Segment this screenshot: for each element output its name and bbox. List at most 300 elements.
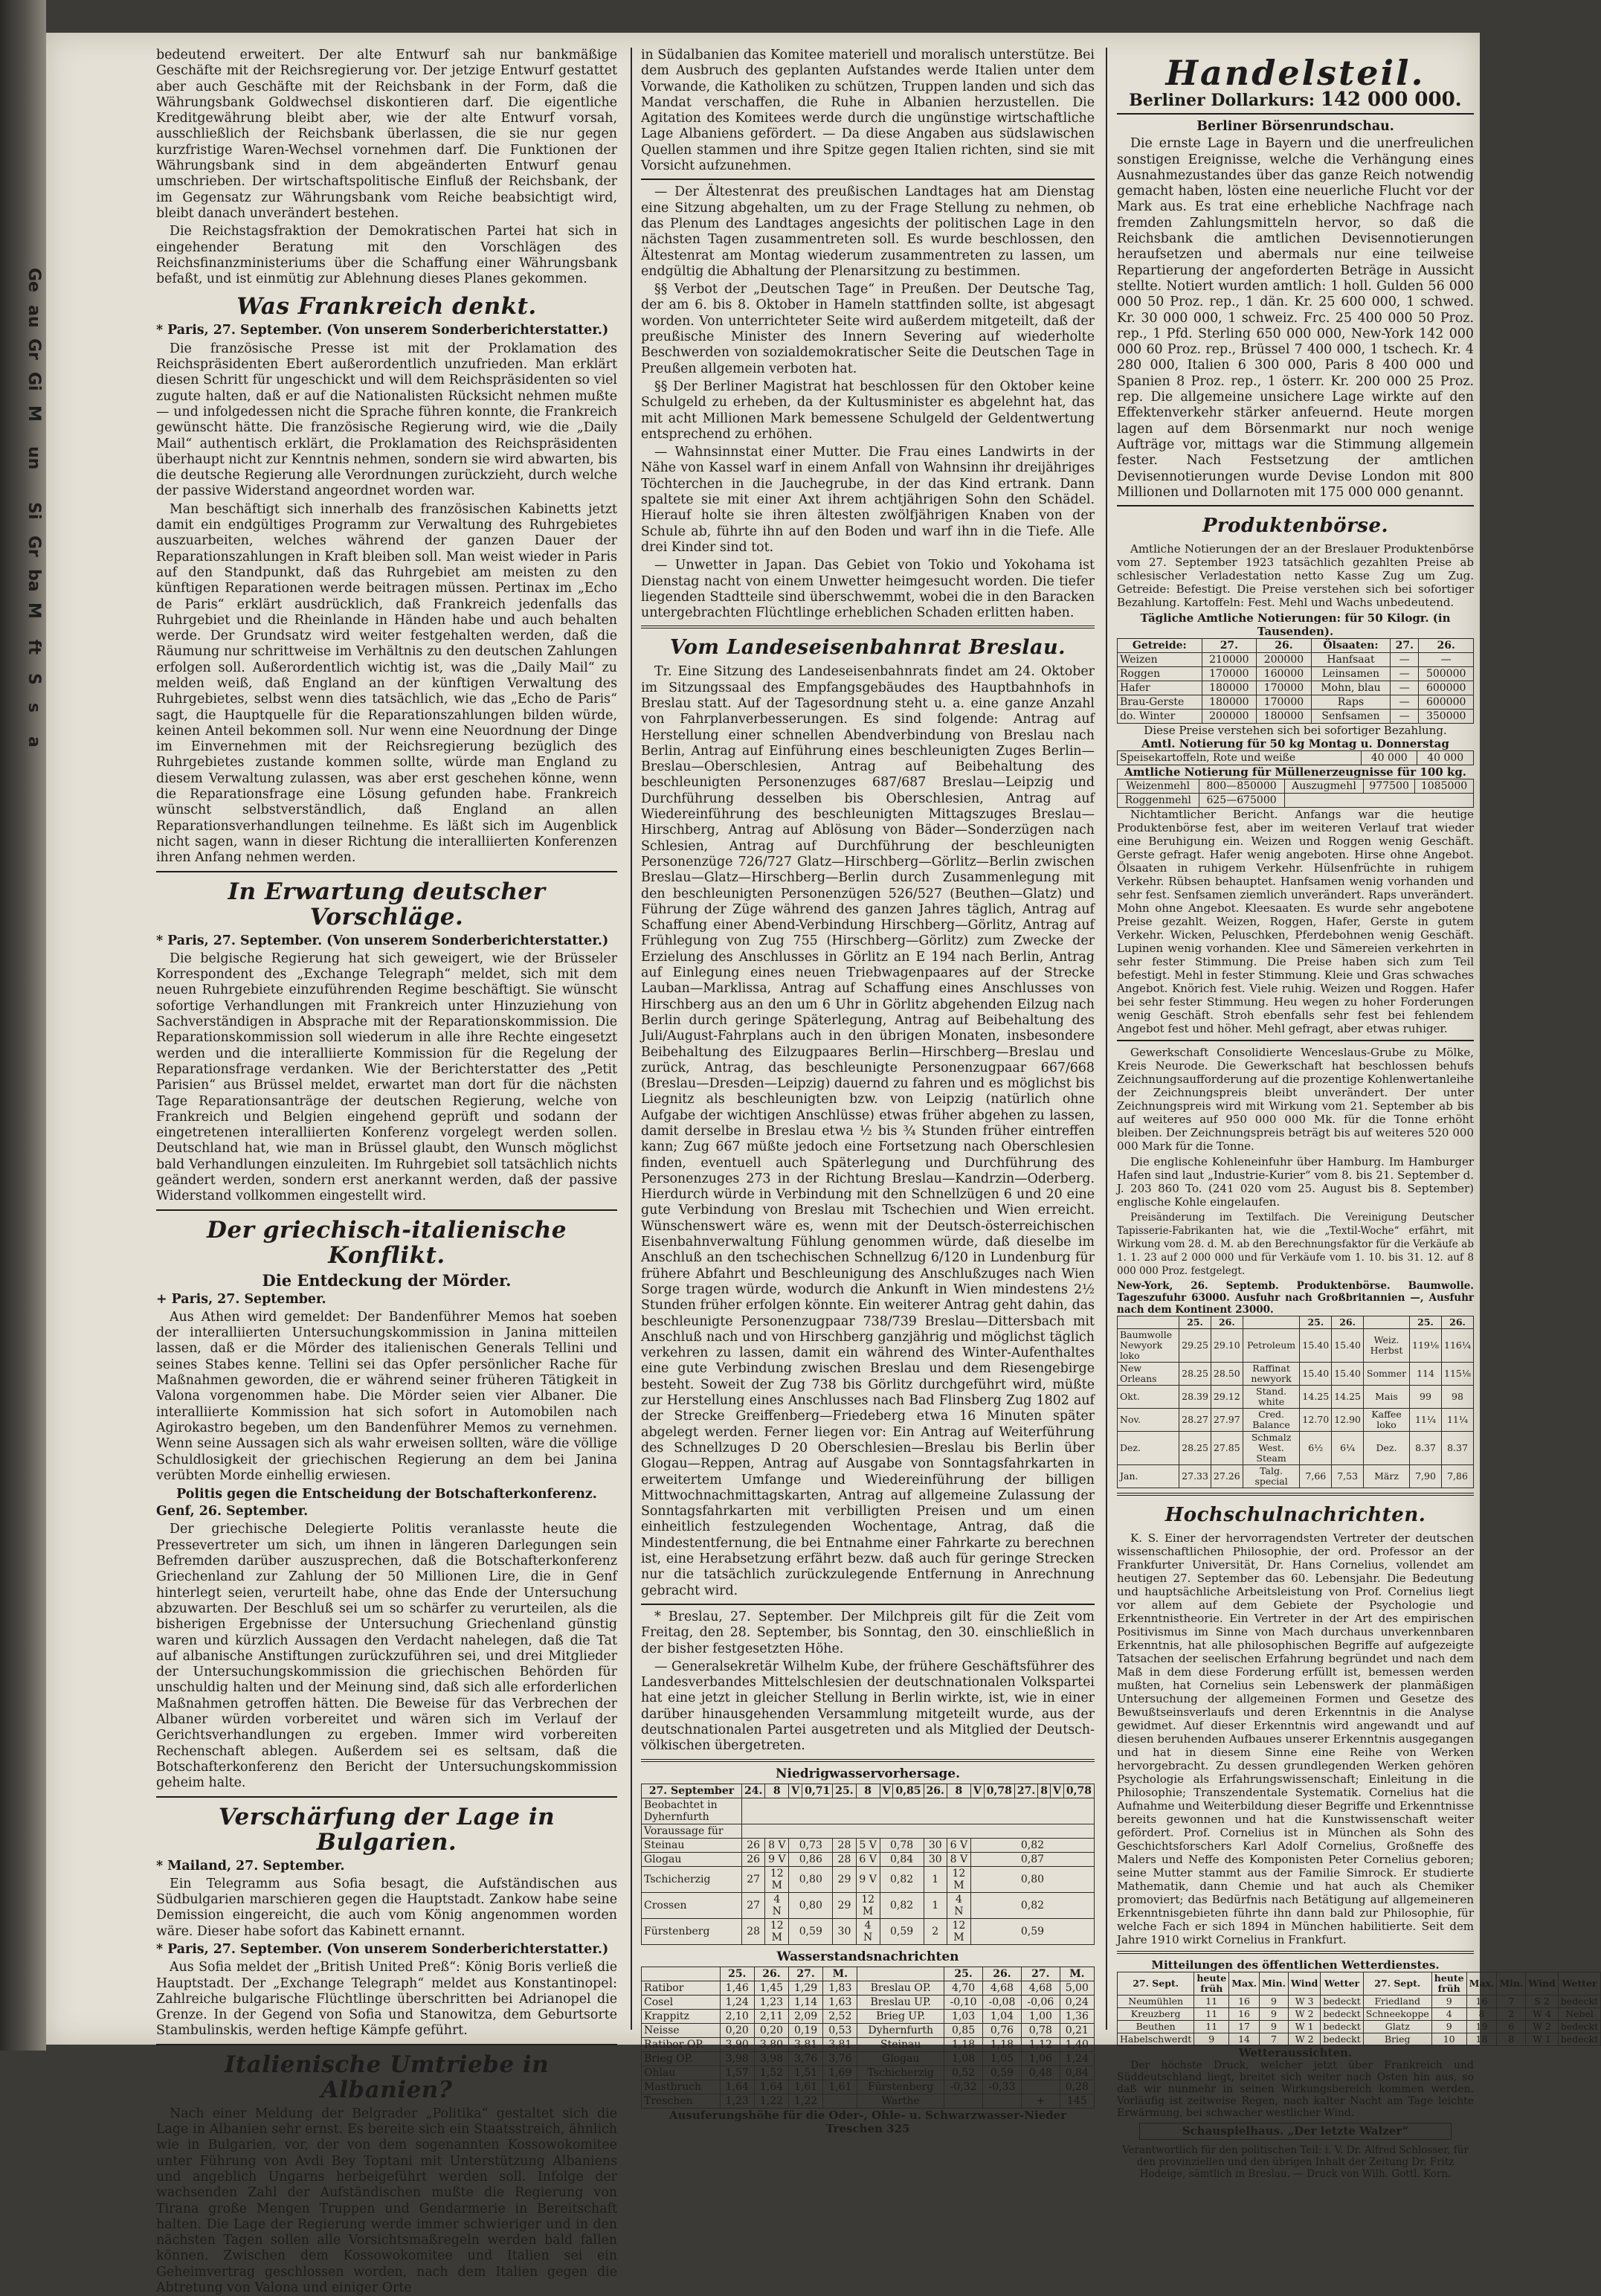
table-header-cell: Wetter (1558, 1972, 1600, 1996)
table-cell: 0,48 (1021, 2066, 1060, 2080)
table-cell: -0,08 (982, 1996, 1021, 2010)
table-cell: 180000 (1202, 695, 1257, 710)
table-cell: Ratibor OP. (642, 2038, 721, 2052)
table-row (642, 1798, 1095, 1824)
table-cell: 15.40 (1300, 1363, 1332, 1386)
table-cell: 8.37 (1410, 1432, 1442, 1465)
table-cell: 24. (741, 1784, 764, 1798)
table-cell: 29.12 (1211, 1386, 1243, 1409)
table-cell: 2,52 (823, 2010, 857, 2024)
table-cell: W 2 (1288, 2033, 1320, 2046)
table-cell: 28.50 (1211, 1363, 1243, 1386)
article-paragraph: Aus Athen wird gemeldet: Der Bandenführer Memos hat soeben der interalliierten Untersuchungskommission in Janina mitteilen lassen, daß er die Mörder des italienischen Generals Tellini und seines Stabes kenne. Tellini sei das Opfer persönlicher Rache für Maßnahmen geworden, die er während seiner früheren Tätigkeit in Valona vorgenommen habe. Die Mörder seien vier Albaner. Die interalliierte Kommission hat sich sofort in Automobilen nach Agirokastro begeben, um den Bandenführer Memos zu vernehmen. Wenn seine Aussagen sich als wahr erweisen sollten, wäre die völlige Schuldlosigkeit der griechischen Regierung an dem bei Janina verübten Morde einhellig erwiesen. (156, 1309, 617, 1483)
table-cell: 26. (924, 1784, 947, 1798)
table-cell: 1,24 (1060, 2052, 1094, 2066)
dateline: * Paris, 27. September. (Von unserem Sonderberichterstatter.) (156, 323, 609, 338)
table-cell: Weizen (1118, 653, 1202, 667)
table-cell: Treschen (642, 2094, 721, 2109)
table-cell: 0,73 (789, 1838, 833, 1852)
news-note: — Wahnsinnstat einer Mutter. Die Frau eines Landwirts in der Nähe von Kassel warf in einem Anfall von Wahnsinn ihr dreijähriges Töchterchen in die Jauchegrube, in der das Kind ertrank. Dann spaltete sie mit einer Axt ihrem achtjährigen Sohn den Schädel. Hierauf holte sie ihren ältesten zwölfjährigen Knaben von der Schule ab, führte ihn auf den Boden und warf ihn in die Tiefe. Alle drei Kinder sind tot. (641, 445, 1095, 555)
table-cell: 4 N (765, 1892, 789, 1918)
table-header-cell: heute früh (1194, 1972, 1229, 1996)
table-cell: 28.39 (1179, 1386, 1211, 1409)
table-cell: 12 M (947, 1918, 970, 1944)
kartoffel-table (1117, 750, 1474, 765)
table-cell: 15.40 (1332, 1329, 1364, 1363)
subheadline: Politis gegen die Entscheidung der Botschafterkonferenz. (176, 1487, 597, 1502)
table-cell: 2 (1497, 2008, 1526, 2021)
table-cell: 0,20 (720, 2024, 754, 2038)
table-cell: W 3 (1288, 1996, 1320, 2008)
headline-frankreich: Was Frankreich denkt. (236, 293, 537, 321)
table-cell: — (1419, 653, 1474, 667)
table-cell: 0,78 (1021, 2024, 1060, 2038)
table-cell: 15.40 (1300, 1329, 1332, 1363)
table-cell: Neisse (642, 2024, 721, 2038)
table-row (642, 2024, 1095, 2038)
table-cell: 28 (833, 1852, 856, 1866)
table-header-cell: Max. (1466, 1972, 1497, 1996)
table-cell: 6 V (856, 1852, 880, 1866)
table-cell: 1,22 (754, 2094, 788, 2109)
table-cell: Hanfsaat (1311, 653, 1390, 667)
table-cell: 8 (856, 1784, 880, 1798)
table-cell: 12 M (765, 1918, 789, 1944)
table-row (1118, 794, 1474, 808)
table-row (1118, 779, 1474, 794)
table-cell: 9 (1259, 2008, 1288, 2021)
table-cell: V (970, 1784, 984, 1798)
binding-text-stub: Ge (25, 268, 43, 292)
table-cell: 28.27 (1179, 1409, 1211, 1432)
table-cell: Fürstenberg (642, 1918, 742, 1944)
table-cell: 17 (1229, 2021, 1260, 2033)
table-cell: 2,10 (720, 2010, 754, 2024)
table-cell: 1,14 (789, 1996, 823, 2010)
table-cell: 0,20 (754, 2024, 788, 2038)
table-cell: 180000 (1202, 681, 1257, 695)
table-cell: 29.10 (1211, 1329, 1243, 1363)
table-cell: 1,40 (1060, 2038, 1094, 2052)
table-cell: 0,53 (823, 2024, 857, 2038)
table-cell: 1,51 (789, 2066, 823, 2080)
table-header-row (642, 1967, 1095, 1981)
table-cell: 0,84 (1060, 2066, 1094, 2080)
table-cell: 12.70 (1300, 1409, 1332, 1432)
table-cell: 30 (924, 1838, 947, 1852)
table-cell: 5,00 (1060, 1981, 1094, 1996)
article-paragraph: Ein Telegramm aus Sofia besagt, die Aufständischen aus Südbulgarien marschieren gegen die Hauptstadt. Zankow habe seine Demission eingereicht, die auch vom König angenommen worden wäre. Dieser habe sofort das Kabinett ernannt. (156, 1876, 617, 1939)
table-cell: — (1391, 695, 1419, 710)
table-header-cell: 25. (1410, 1316, 1442, 1329)
table-header-row (1118, 1972, 1601, 1996)
table-cell: 1,04 (982, 2010, 1021, 2024)
section-divider (156, 1209, 617, 1211)
table-row (642, 2066, 1095, 2080)
table-cell: 170000 (1257, 695, 1312, 710)
table-cell: 9 V (856, 1866, 880, 1892)
dateline: Genf, 26. September. (156, 1504, 309, 1520)
table-cell: -0,06 (1021, 1996, 1060, 2010)
table-cell: 27.97 (1211, 1409, 1243, 1432)
table-cell: -0,10 (944, 1996, 983, 2010)
table-row (642, 1852, 1095, 1866)
table-cell: 1,45 (754, 1981, 788, 1996)
table-cell: 0,59 (982, 2066, 1021, 2080)
table-cell: 1,61 (789, 2080, 823, 2094)
column-middle (641, 48, 1095, 2136)
table-cell: Roggenmehl (1118, 794, 1199, 808)
article-paragraph: Die ernste Lage in Bayern und die unerfreulichen sonstigen Ereignisse, welche die Verhängung eines Ausnahmezustandes über das ganze Reich notwendig gemacht haben, lösten eine neuerliche Flucht vor der Mark aus. Es trat eine erhebliche Nachfrage nach fremden Zahlungsmitteln hervor, so daß die Reichsbank die amtlichen Devisennotierungen heraufsetzen und abermals nur eine teilweise Repartierung der angeforderten Beträge in Aussicht stellte. Notiert wurden amtlich: 1 holl. Gulden 56 000 000 50 Proz. rep., 1 dän. Kr. 25 600 000, 1 schwed. Kr. 30 000 000, 1 schweiz. Frc. 25 400 000 50 Proz. rep., 1 Pfd. Sterling 650 000 000, New-York 142 000 000 60 Proz. rep., Brüssel 7 400 000, 1 tschech. Kr. 4 280 000, Italien 6 300 000, Paris 8 400 000 und Spanien 8 Proz. rep., 1 österr. Kr. 200 000 25 Proz. rep. Die allgemeine unsichere Lage wirkte auf den Effektenverkehr stärker anfeuernd. Heute morgen lagen auf dem Börsenmarkt nur noch wenige Aufträge vor, mittags war die Stimmung allgemein fester. Nach Festsetzung der amtlichen Devisennotierungen wurde Devise London mit 800 Millionen und Dollarnoten mit 175 000 000 genannt. (1117, 136, 1474, 500)
table-row (1118, 1363, 1474, 1386)
table-cell: Cosel (642, 1996, 721, 2010)
table-cell: bedeckt (1321, 2033, 1363, 2046)
news-note: Die englische Kohleneinfuhr über Hamburg. Im Hamburger Hafen sind laut „Industrie-Kurier“ vom 8. bis 21. September d. J. 203 860 To. (241 020 vom 25. August bis 8. September) englische Kohle eingelaufen. (1117, 1155, 1474, 1209)
table-cell: Crossen (642, 1892, 742, 1918)
table-header-cell: 25. (720, 1967, 754, 1981)
table-cell: 6½ (1300, 1432, 1332, 1465)
table-cell: 625—675000 (1199, 794, 1284, 808)
table-cell: 3,80 (754, 2038, 788, 2052)
dateline: * Mailand, 27. September. (156, 1858, 345, 1874)
binding-text-stub: Gr (25, 338, 43, 360)
table-row (642, 1866, 1095, 1892)
table-title: Tägliche Amtliche Notierungen: für 50 Kilogr. (in Tausenden). (1140, 611, 1451, 639)
table-cell (741, 1798, 1094, 1824)
table-cell: 1,46 (720, 1981, 754, 1996)
table-header-cell: 27. (1391, 639, 1419, 653)
dateline: * Paris, 27. September. (Von unserem Sonderberichterstatter.) (156, 933, 609, 948)
table-cell: 977500 (1364, 779, 1415, 794)
table-cell: W 2 (1288, 2008, 1320, 2021)
news-note: §§ Der Berliner Magistrat hat beschlossen für den Oktober keine Schulgeld zu erheben, da der Kultusminister es abgelehnt hat, das mit acht Millionen Mark bemessene Schulgeld der Geldentwertung entsprechend zu erhöhen. (641, 379, 1095, 442)
table-cell: Kreuzberg (1118, 2008, 1194, 2021)
table-cell: 9 V (765, 1852, 789, 1866)
table-header-cell: 26. (1332, 1316, 1364, 1329)
table-cell: W 2 (1526, 2021, 1558, 2033)
article-paragraph: Die Reichstagsfraktion der Demokratischen Partei hat sich in eingehender Beratung mit den Vorschlägen des Reichsfinanzministeriums über die Schaffung einer Währungsbank befaßt, und ist einmütig zur Ablehnung dieses Planes gekommen. (156, 224, 617, 287)
article-paragraph: Amtliche Notierungen der an der Breslauer Produktenbörse vom 27. September 1923 tatsächlich gezahlten Preise ab schlesischer Verladestation netto Kasse Zug um Zug. Getreide: Befestigt. Die Preise verstehen sich bei sofortiger Bezahlung. Kartoffeln: Fest. Mehl und Wachs unbedeutend. (1117, 542, 1474, 610)
table-cell: Cred. Balance (1243, 1409, 1300, 1432)
table-cell: 6 (1497, 2021, 1526, 2033)
table-cell: Beobachtet in Dyhernfurth (642, 1798, 742, 1824)
table-cell: Nebel (1558, 2008, 1600, 2021)
table-cell: 170000 (1257, 681, 1312, 695)
table-cell: 0,78 (984, 1784, 1014, 1798)
table-cell: Breslau UP. (857, 1996, 944, 2010)
binding-text-stub: un (25, 446, 43, 470)
table-title: Mitteilungen des öffentlichen Wetterdienstes. (1151, 1958, 1440, 1972)
table-cell: Neumühlen (1118, 1996, 1194, 2008)
table-cell: Dez. (1364, 1432, 1410, 1465)
table-row (1118, 681, 1474, 695)
table-cell: Stand. white (1243, 1386, 1300, 1409)
table-cell: 8 (765, 1784, 789, 1798)
table-cell: 99 (1410, 1386, 1442, 1409)
table-cell: 8 (1497, 2033, 1526, 2046)
article-continuation: bedeutend erweitert. Der alte Entwurf sah nur bankmäßige Geschäfte mit der Reichsregierung vor. Der jetzige Entwurf gestattet aber auch Geschäfte mit der Reichsbank in der Form, daß die Währungsbank Goldwechsel diskontieren darf. Die eigentliche Kreditgewährung bleibt aber, wie der alte Entwurf vorsah, ausschließlich der Reichsbank überlassen, die sie nur gegen kurzfristige Waren-Wechsel vornehmen darf. Die Funktionen der Währungsbank sind in dem abgeänderten Entwurf genau umschrieben. Der wirtschaftspolitische Einfluß der Reichsbank, der im Gegensatz zur Währungsbank vom Reiche beabsichtigt wird, bleibt danach unverändert bestehen. (156, 48, 617, 221)
table-cell: 600000 (1419, 681, 1474, 695)
table-cell: -0,33 (982, 2080, 1021, 2094)
table-cell: 1,83 (823, 1981, 857, 1996)
table-cell: Mohn, blau (1311, 681, 1390, 695)
table-title: Amtliche Notierung für Müllenerzeugnisse für 100 kg. (1124, 765, 1467, 779)
table-row (642, 1981, 1095, 1996)
subheadline: Die Entdeckung der Mörder. (262, 1270, 512, 1290)
table-header-cell: 27. (789, 1967, 823, 1981)
table-cell: 350000 (1419, 710, 1474, 724)
table-cell: 1,18 (982, 2038, 1021, 2052)
table-cell: Warthe (857, 2094, 944, 2109)
table-cell: 114 (1410, 1363, 1442, 1386)
table-cell: Speisekartoffeln, Rote und weiße (1118, 751, 1362, 765)
table-cell: 12.90 (1332, 1409, 1364, 1432)
table-cell: 1,36 (1060, 2010, 1094, 2024)
table-cell: 6¼ (1332, 1432, 1364, 1465)
headline-produktenboerse: Produktenbörse. (1202, 515, 1389, 538)
table-cell: 9 (1259, 1996, 1288, 2008)
table-header-cell: 27. Sept. (1118, 1972, 1194, 1996)
table-cell: bedeckt (1558, 2021, 1600, 2033)
table-cell: V (1050, 1784, 1063, 1798)
table-row (642, 1996, 1095, 2010)
table-cell: 11¼ (1442, 1409, 1474, 1432)
table-cell: 200000 (1202, 710, 1257, 724)
table-cell: 0,28 (1060, 2080, 1094, 2094)
table-cell: 0,71 (802, 1784, 833, 1798)
table-row (1118, 1329, 1474, 1363)
table-cell: W 1 (1526, 2033, 1558, 2046)
table-cell: 1 (924, 1866, 947, 1892)
subheadline: Wetteraussichten. (1238, 2046, 1353, 2060)
table-cell: 3,98 (720, 2052, 754, 2066)
table-cell: Auszugmehl (1284, 779, 1364, 794)
article-paragraph: K. S. Einer der hervorragendsten Vertreter der deutschen wissenschaftlichen Philosophie, der ord. Professor an der Frankfurter Universität, Dr. Hans Cornelius, vollendet am heutigen 27. September das 60. Lebensjahr. Die Bedeutung und hauptsächliche Arbeitsleistung von Prof. Cornelius liegt vor allem auf dem Gebiete der Psychologie und Erkenntnistheorie. Ein Vertreter in der Art des empirischen Positivismus im Sinne von Mach durchaus unverkennbaren Erkenntnis, hat alle philosophischen Begriffe auf aufgezeigte Tatsachen der seelischen Erfahrung begründet und nach dem Maß in dem diese Forderung erfüllt ist, bemessen werden mußten, hat Cornelius sein Lebenswerk der planmäßigen Untersuchung der allgemeinen Formen und Gesetze des Bewußtseinsverlaufs und deren Erkenntnis in die Analyse gewidmet. Auf dieser Erkenntnis wird angewandt und auf diesen beruhenden Aufbaues unserer Erkenntnis ausgegangen und hat in diesem Sinne eine Reihe von Werken hervorgebracht. Zu dessen grundlegenden Werken gehören Psychologie als Erfahrungswissenschaft; Einleitung in die Philosophie; Transzendentale Systematik. Cornelius hat die Aufnahme und Weiterbildung dieser Begriffe und Erkenntnisse bereits gewonnen und hat die Kunstwissenschaft weiter gefördert. Prof. Cornelius ist in München als Sohn des Geschichtsforschers Karl Adolf Cornelius, Großneffe des Malers und Neffe des Komponisten Peter Cornelius geboren; seine Mutter stammt aus der Familie Simrock. Er studierte Mathematik, dann Chemie und hat auch als Chemiker promoviert; das Bedürfnis nach Betätigung auf allgemeineren Erkenntnisgebieten führte ihn dann bald zur Philosophie, für welche Fach er sich 1894 in München habilitierte. Seit dem Jahre 1910 wirkt Cornelius in Frankfurt. (1117, 1531, 1474, 1947)
table-cell: 0,76 (982, 2024, 1021, 2038)
article-paragraph: Man beschäftigt sich innerhalb des französischen Kabinetts jetzt damit ein endgültiges Programm zur Verwaltung des Ruhrgebietes auszuarbeiten, welches während der ganzen Dauer der Reparationszahlungen in Kraft bleiben soll. Man weist wieder in Paris auf den Standpunkt, daß das Ruhrgebiet am meisten zu den künftigen Reparationen werde beitragen müssen. Pertinax im „Echo de Paris“ erklärt ausdrücklich, daß Frankreich jedenfalls das Ruhrgebiet und die Rheinlande in Händen habe und auch behalten werde. Der Grundsatz wird weiter festgehalten werden, daß die Räumung nur schrittweise im Verhältnis zu den deutschen Zahlungen erfolgen soll. Außerordentlich wichtig ist, was die „Daily Mail“ zu melden weiß, daß England an der künftigen Verwaltung des Ruhrgebietes, selbst wenn dies tatsächlich, wie das „Echo de Paris“ sagt, die Hauptquelle für die Reparationszahlungen bilden würde, keinen Anteil bekommen soll. Nur wenn eine Neuordnung der Dinge im Einvernehmen mit der Reichsregierung bezüglich des Ruhrgebietes zustande kommen sollte, würde man England zu diesem Verwaltung zulassen, was aber erst geschehen könne, wenn die Reparationsfrage eine Lösung gefunden habe. Frankreich wünscht selbstverständlich, daß England an allen Reparationsverhandlungen teilnehme. Es läßt sich im Augenblick nicht sagen, wann in dieser Richtung die interalliierten Konferenzen ihren Anfang nehmen werden. (156, 501, 617, 866)
table-cell: 9 (1431, 1996, 1466, 2008)
table-cell: Habelschwerdt (1118, 2033, 1194, 2046)
table-cell: 16 (1229, 2008, 1260, 2021)
table-cell: Krappitz (642, 2010, 721, 2024)
table-cell: Leinsamen (1311, 667, 1390, 681)
table-cell: Okt. (1118, 1386, 1179, 1409)
section-divider (641, 1759, 1095, 1762)
table-cell: 2,09 (789, 2010, 823, 2024)
table-cell: 1,23 (720, 2094, 754, 2109)
table-cell: 7,53 (1332, 1465, 1364, 1488)
table-header-cell: 27. (1202, 639, 1257, 653)
table-cell: 8.37 (1442, 1432, 1474, 1465)
table-header-cell: 25. (944, 1967, 983, 1981)
table-cell: Weiz. Herbst (1364, 1329, 1410, 1363)
table-cell: 7 (1497, 1996, 1526, 2008)
getreide-table (1117, 638, 1474, 724)
table-row (1118, 1996, 1601, 2008)
table-cell: 4,68 (982, 1981, 1021, 1996)
wasserstand-table (641, 1967, 1095, 2109)
table-header-cell (1364, 1316, 1410, 1329)
table-cell: bedeckt (1321, 2008, 1363, 2021)
table-row (642, 2052, 1095, 2066)
table-cell: 160000 (1257, 667, 1312, 681)
table-cell: Nov. (1118, 1409, 1179, 1432)
table-header-cell: Wetter (1321, 1972, 1363, 1996)
book-binding (0, 0, 46, 2051)
section-divider (156, 871, 617, 872)
binding-text-stub: ba (25, 569, 43, 592)
table-cell: Kaffee loko (1364, 1409, 1410, 1432)
table-cell: 29.25 (1179, 1329, 1211, 1363)
news-note: §§ Verbot der „Deutschen Tage“ in Preußen. Der Deutsche Tag, der am 6. bis 8. Oktober in Hameln stattfinden sollte, ist abgesagt worden. Von unterrichteter Seite wird außerdem mitgeteilt, daß der preußische Minister des Innern Severing auf wiederholte Beschwerden von sozialdemokratischer Seite die Deutschen Tage in Preußen allgemein verboten hat. (641, 282, 1095, 376)
table-cell: Dyhernfurth (857, 2024, 944, 2038)
table-cell: 14.25 (1300, 1386, 1332, 1409)
table-cell: Steinau (857, 2038, 944, 2052)
section-divider (641, 1604, 1095, 1605)
table-title: Amtl. Notierung für 50 kg Montag u. Donnerstag (1141, 737, 1449, 751)
table-cell: 145 (1060, 2094, 1094, 2109)
table-cell: 2,11 (754, 2010, 788, 2024)
table-cell: 8 (947, 1784, 970, 1798)
table-row (1118, 653, 1474, 667)
column-rule (631, 48, 632, 2030)
table-cell: bedeckt (1321, 1996, 1363, 2008)
table-cell: 0,86 (789, 1852, 833, 1866)
table-row (1118, 710, 1474, 724)
table-row (1118, 1386, 1474, 1409)
table-cell: Brieg OP. (642, 2052, 721, 2066)
table-cell: bedeckt (1558, 2033, 1600, 2046)
table-cell: Brieg (1363, 2033, 1431, 2046)
table-cell (982, 2094, 1021, 2109)
news-note: * Breslau, 27. September. Der Milchpreis gilt für die Zeit vom Freitag, den 28. September, bis Sonntag, den 30. einschließlich in der bisher festgesetzten Höhe. (641, 1609, 1095, 1656)
table-cell: 30 (924, 1852, 947, 1866)
news-note: Preisänderung im Textilfach. Die Vereinigung Deutscher Tapisserie-Fabrikanten hat, wie die „Textil-Woche“ erfährt, mit Wirkung vom 28. d. M. ab den Berechnungsfaktor für die Verkäufe ab 1. 1. 23 auf 2 000 000 und für Verkäufe vom 1. 10. bis 31. 12. auf 8 000 000 Proz. festgelegt. (1117, 1212, 1474, 1278)
table-cell: Hafer (1118, 681, 1202, 695)
table-cell: 28.25 (1179, 1363, 1211, 1386)
table-cell: Breslau OP. (857, 1981, 944, 1996)
table-cell: — (1391, 681, 1419, 695)
table-cell: Raffinat newyork (1243, 1363, 1300, 1386)
table-cell: — (1391, 710, 1419, 724)
table-cell: Talg. special (1243, 1465, 1300, 1488)
subheadline: Berliner Börsenrundschau. (1196, 119, 1394, 135)
table-cell: 98 (1442, 1386, 1474, 1409)
table-cell: 1,12 (1021, 2038, 1060, 2052)
table-cell: Senfsamen (1311, 710, 1390, 724)
table-cell: 0,82 (970, 1838, 1094, 1852)
table-cell: 1,52 (754, 2066, 788, 2080)
table-cell: 1,64 (754, 2080, 788, 2094)
table-title: New-York, 26. Septemb. Produktenbörse. Baumwolle. Tageszufuhr 63000. Ausfuhr nach Großbritannien —, Ausfuhr nach dem Kontinent 23000. (1117, 1280, 1474, 1316)
table-cell: 600000 (1419, 695, 1474, 710)
table-cell: Ratibor (642, 1981, 721, 1996)
table-cell: 9 (1194, 2033, 1229, 2046)
table-header-cell: 26. (1257, 639, 1312, 653)
table-cell: Roggen (1118, 667, 1202, 681)
table-cell: 4 (1431, 2008, 1466, 2021)
table-cell: 6 V (947, 1838, 970, 1852)
binding-text-stub: Gr (25, 536, 43, 557)
table-header-cell (1243, 1316, 1300, 1329)
table-row (642, 1892, 1095, 1918)
table-cell: 0,80 (789, 1866, 833, 1892)
table-row (642, 2038, 1095, 2052)
table-cell: 14 (1229, 2033, 1260, 2046)
table-cell: März (1364, 1465, 1410, 1488)
binding-text-stub: Si (25, 502, 43, 520)
table-cell: W 4 (1526, 2008, 1558, 2021)
table-cell: Beuthen (1118, 2021, 1194, 2033)
table-row (642, 2010, 1095, 2024)
table-cell: 5 V (856, 1838, 880, 1852)
article-paragraph: Nach einer Meldung der Belgrader „Politika“ gestaltet sich die Lage in Albanien sehr ernst. Es bereite sich ein Staatsstreich, ähnlich wie in Bulgarien, vor, der von dem sogenannten Kossowokomitee unter Führung von Avdi Bey Toptani mit Unterstützung Albaniens und angeblich Ungarns herbeigeführt werden soll. Infolge der wachsenden Zahl der Aufständischen mußte die Regierung von Tirana große Mengen Truppen und Gendarmerie in Bereitschaft halten. Die Lage der Regierung werde immer schwieriger und in den nächsten Tagen sollen alle Vorsichtsmaßregeln werden bald fallen können. Zwischen dem Kossowokomitee und Italien sei ein Geheimvertrag geschlossen worden, nach dem Italien gegen die Abtretung von Valona und einiger Orte (156, 2106, 617, 2296)
table-cell: 16 (1229, 1996, 1260, 2008)
table-cell: 7,90 (1410, 1465, 1442, 1488)
table-cell: 0,84 (880, 1852, 924, 1866)
table-cell: 4 N (856, 1918, 880, 1944)
table-cell: 3,98 (754, 2052, 788, 2066)
table-cell: do. Winter (1118, 710, 1202, 724)
table-cell: 15.40 (1332, 1363, 1364, 1386)
table-cell: — (1391, 667, 1419, 681)
table-cell: 19 (1466, 2021, 1497, 2033)
table-header-cell (857, 1967, 944, 1981)
table-cell: 3,76 (823, 2052, 857, 2066)
table-cell: 1,63 (823, 1996, 857, 2010)
table-cell (944, 2094, 983, 2109)
table-cell: 116¼ (1442, 1329, 1474, 1363)
article-continuation: in Südalbanien das Komitee materiell und moralisch unterstütze. Bei dem Ausbruch des geplanten Aufstandes werde Italien unter dem Vorwande, die Katholiken zu schützen, Truppen landen und sich das Mandat verschaffen, die Ruhe in Albanien herzustellen. Die Agitation des Komitees werde durch die ungünstige wirtschaftliche Lage Albaniens gefördert. — Da diese Angaben aus südslawischen Quellen stammen und ihre Spitze gegen Italien richten, sind sie mit Vorsicht aufzunehmen. (641, 48, 1095, 174)
table-cell: 0,78 (1063, 1784, 1094, 1798)
column-rule (1106, 48, 1107, 2030)
section-divider (641, 626, 1095, 628)
table-cell: Glogau (642, 1852, 742, 1866)
article-paragraph: Die französische Presse ist mit der Proklamation des Reichspräsidenten Ebert außerordentlich unzufrieden. Man erklärt diesen Schritt für ungeschickt und will dem Reichspräsidenten so viel zugute halten, daß er auf die Nationalisten Rücksicht nehmen mußte — und infolgedessen nicht die Sprache führen konnte, die Frankreich gewünscht hätte. Die französische Regierung wird, wie die „Daily Mail“ authentisch erklärt, die Proklamation des Reichspräsidenten überhaupt nicht zur Kenntnis nehmen, sondern sie wird abwarten, bis die deutsche Regierung alle Verordnungen zurückzieht, durch welche der passive Widerstand angeordnet worden war. (156, 341, 617, 499)
table-cell: 10 (1431, 2033, 1466, 2046)
headline-eisenbahnrat: Vom Landeseisenbahnrat Breslau. (669, 636, 1066, 660)
table-row (642, 1784, 1095, 1798)
binding-text-stub: s (25, 703, 43, 713)
table-cell: 1,22 (789, 2094, 823, 2109)
table-cell: 25. (833, 1784, 856, 1798)
table-header-cell: Wind (1526, 1972, 1558, 1996)
table-cell: 30 (833, 1918, 856, 1944)
table-cell: 1,24 (720, 1996, 754, 2010)
table-cell: Glogau (857, 2052, 944, 2066)
table-cell: 27 (741, 1892, 764, 1918)
table-cell: bedeckt (1321, 2021, 1363, 2033)
table-row (1118, 1409, 1474, 1432)
table-cell: 4,70 (944, 1981, 983, 1996)
table-cell: Weizenmehl (1118, 779, 1199, 794)
table-row (642, 1838, 1095, 1852)
table-row (1118, 2033, 1601, 2046)
imprint: Verantwortlich für den politischen Teil: i. V. Dr. Alfred Schlosser, für den provinziellen und den übrigen Inhalt der Zeitung Dr. Fritz Hodeige, sämtlich in Breslau. — Druck von Wilh. Gottl. Korn. (1122, 2144, 1469, 2181)
table-row (1118, 667, 1474, 681)
table-footnote: Ausuferungshöhe für die Oder-, Ohle- u. Schwarzwasser-Nieder Treschen 325 (669, 2109, 1067, 2136)
table-cell: V (789, 1784, 802, 1798)
table-cell: Jan. (1118, 1465, 1179, 1488)
table-cell: 0,59 (880, 1918, 924, 1944)
table-row (642, 2080, 1095, 2094)
news-note: — Unwetter in Japan. Das Gebiet von Tokio und Yokohama ist Dienstag nacht von einem Unwetter heimgesucht worden. Die tiefer liegenden Stadtteile sind überschwemmt, wobei die in den Baracken untergebrachten Flüchtlinge erheblichen Schaden erlitten haben. (641, 558, 1095, 621)
table-cell: S 2 (1526, 1996, 1558, 2008)
table-header-cell: Min. (1259, 1972, 1288, 1996)
table-row (642, 1824, 1095, 1838)
table-cell: Friedland (1363, 1996, 1431, 2008)
table-cell: 1,29 (789, 1981, 823, 1996)
